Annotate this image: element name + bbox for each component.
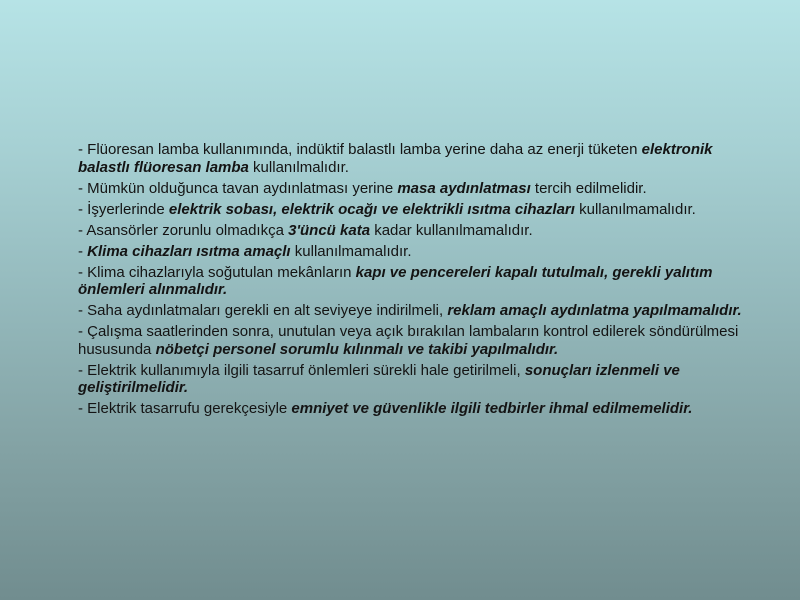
bullet-text: - Çalışma saatlerinden sonra, unutulan veya açık bırakılan lambaların kontrol edilerek söndürülmesi hususunda <box>78 323 739 358</box>
bullet-item <box>78 180 752 198</box>
bullet-item <box>78 323 752 358</box>
bullet-emphasis: sonuçları izlenmeli ve geliştirilmelidir. <box>78 361 680 396</box>
bullet-emphasis: 3'üncü kata <box>288 221 371 239</box>
bullet-text: - Saha aydınlatmaları gerekli en alt seviyeye indirilmeli, <box>78 302 448 319</box>
bullet-text: - Elektrik tasarrufu gerekçesiyle <box>78 400 292 417</box>
bullet-emphasis: masa aydınlatması <box>397 179 531 197</box>
bullet-text: kullanılmalıdır. <box>248 158 349 176</box>
bullet-text: - Klima cihazlarıyla soğutulan mekânların <box>78 263 356 281</box>
bullet-item <box>78 141 752 176</box>
bullet-text: tercih edilmelidir. <box>530 179 647 197</box>
bullet-text: - Asansörler zorunlu olmadıkça <box>78 221 289 239</box>
bullet-text: - Elektrik kullanımıyla ilgili tasarruf önlemleri sürekli hale getirilmeli, <box>78 361 525 379</box>
bullet-item <box>78 400 752 418</box>
bullet-emphasis: nöbetçi personel sorumlu kılınmalı ve takibi yapılmalıdır. <box>155 340 559 358</box>
bullet-list <box>78 141 752 421</box>
bullet-item <box>78 222 752 240</box>
bullet-item <box>78 362 752 397</box>
bullet-emphasis: emniyet ve güvenlikle ilgili tedbirler ihmal edilmemelidir. <box>291 400 693 417</box>
bullet-emphasis: elektronik balastlı flüoresan lamba <box>78 141 713 176</box>
bullet-text: kadar kullanılmamalıdır. <box>370 221 533 239</box>
bullet-text: - İşyerlerinde <box>78 200 169 218</box>
bullet-text: kullanılmamalıdır. <box>290 242 412 260</box>
bullet-emphasis: kapı ve pencereleri kapalı tutulmalı, gerekli yalıtım önlemleri alınmalıdır. <box>78 263 713 298</box>
bullet-emphasis: elektrik sobası, elektrik ocağı ve elektrikli ısıtma cihazları <box>168 200 575 218</box>
bullet-item <box>78 201 752 219</box>
bullet-item <box>78 302 752 320</box>
bullet-text: - Mümkün olduğunca tavan aydınlatması yerine <box>78 179 398 197</box>
bullet-text: - <box>78 242 88 260</box>
bullet-emphasis: reklam amaçlı aydınlatma yapılmamalıdır. <box>447 302 742 319</box>
bullet-text: kullanılmamalıdır. <box>574 200 696 218</box>
bullet-item <box>78 243 752 261</box>
bullet-emphasis: Klima cihazları ısıtma amaçlı <box>87 242 291 260</box>
bullet-item <box>78 264 752 299</box>
bullet-text: - Flüoresan lamba kullanımında, indüktif balastlı lamba yerine daha az enerji tüketen <box>78 141 642 158</box>
